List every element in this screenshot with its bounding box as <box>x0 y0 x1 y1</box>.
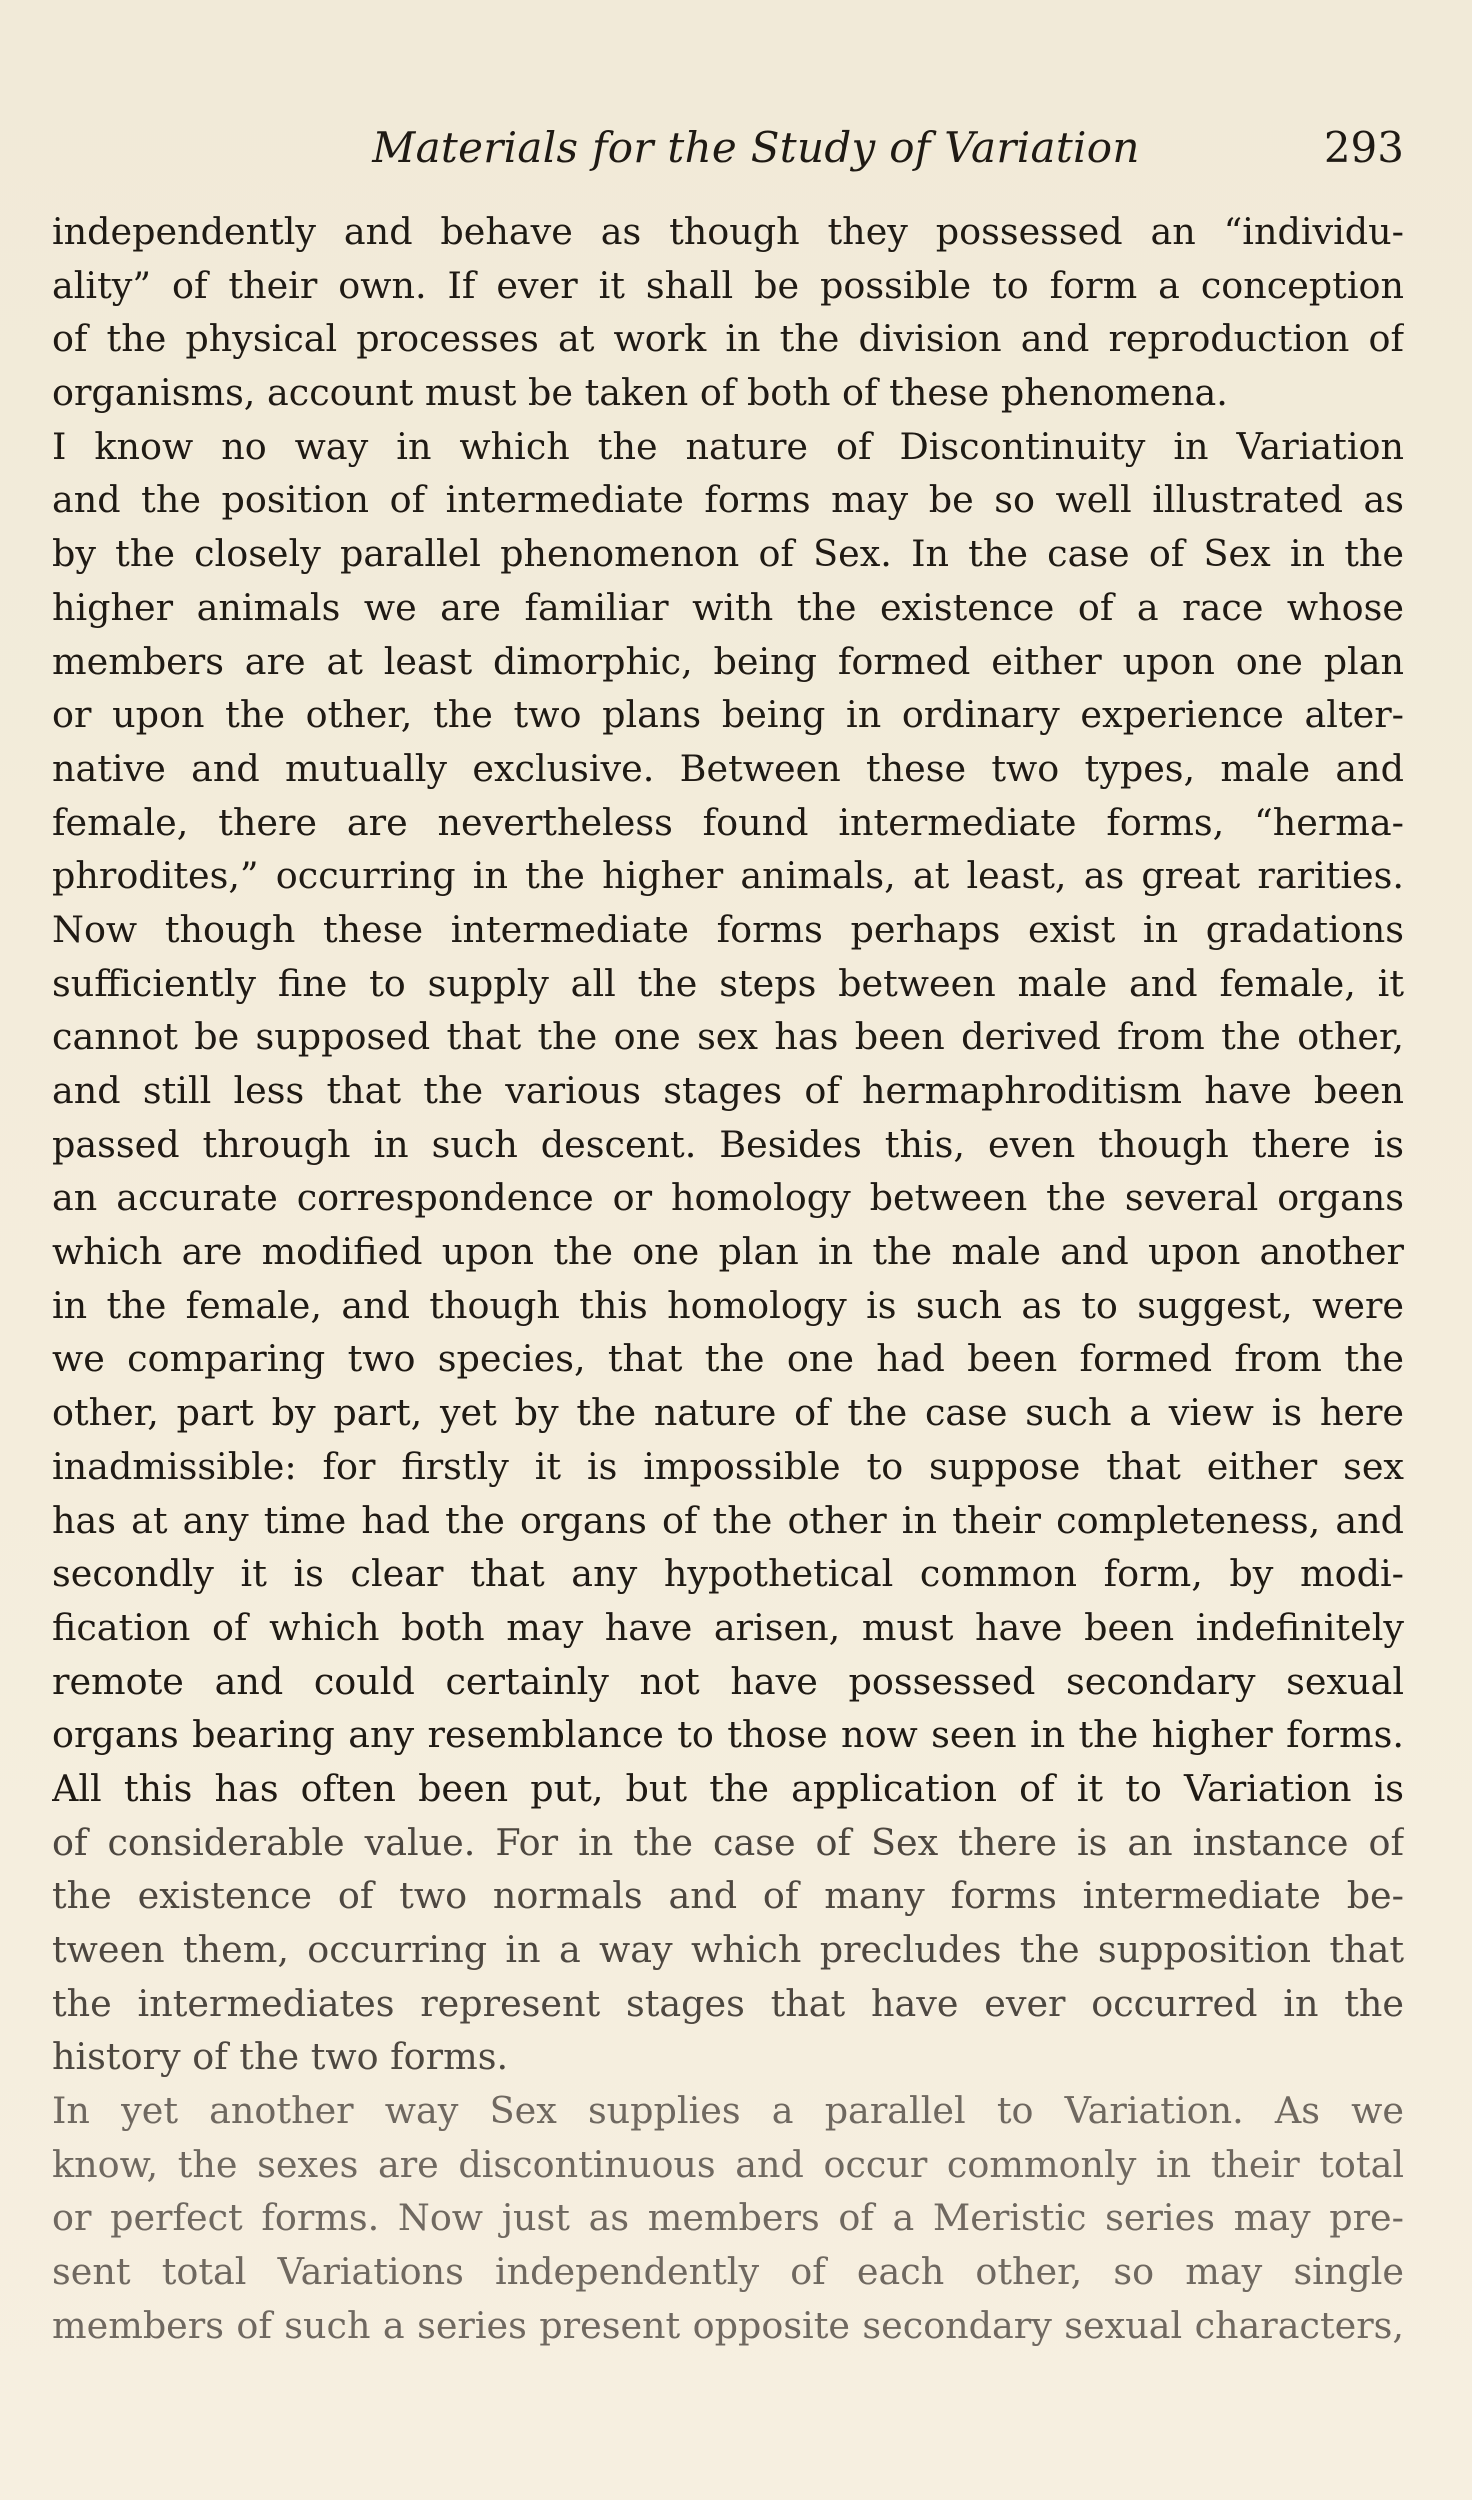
text-line: by the closely parallel phenomenon of Sex. In the case of Sex in the <box>52 532 1404 576</box>
text-line: we comparing two species, that the one had been formed from the <box>52 1337 1404 1381</box>
text-line: higher animals we are familiar with the existence of a race whose <box>52 585 1404 629</box>
text-line: ality” of their own. If ever it shall be possible to form a conception <box>52 263 1404 307</box>
text-line: Now though these intermediate forms perhaps exist in gradations <box>52 907 1404 951</box>
text-line: or perfect forms. Now just as members of a Meristic series may pre- <box>52 2196 1404 2240</box>
text-line: tween them, occurring in a way which precludes the supposition that <box>52 1928 1404 1971</box>
text-line: In yet another way Sex supplies a parallel to Variation. As we <box>52 2089 1404 2133</box>
text-line: sufficiently fine to supply all the steps between male and female, it <box>52 961 1404 1005</box>
text-line: and the position of intermediate forms may be so well illustrated as <box>52 478 1404 522</box>
text-line: organisms, account must be taken of both of these phenomena. <box>52 371 1228 415</box>
text-line: history of the two forms. <box>52 2035 509 2079</box>
text-line: organs bearing any resemblance to those now seen in the higher forms. <box>52 1713 1404 1757</box>
text-line: fication of which both may have arisen, must have been indefinitely <box>52 1605 1404 1649</box>
text-line: members of such a series present opposite secondary sexual characters, <box>52 2303 1404 2347</box>
text-line: members are at least dimorphic, being formed either upon one plan <box>52 639 1404 683</box>
text-line: other, part by part, yet by the nature of the case such a view is here <box>52 1391 1404 1435</box>
text-line: I know no way in which the nature of Discontinuity in Variation <box>52 424 1404 468</box>
text-line: know, the sexes are discontinuous and occur commonly in their total <box>52 2142 1404 2186</box>
text-line: an accurate correspondence or homology between the several organs <box>52 1176 1404 1220</box>
paragraph-2 <box>52 420 1404 2084</box>
text-line: remote and could certainly not have possessed secondary sexual <box>52 1659 1404 1703</box>
text-line: sent total Variations independently of each other, so may single <box>52 2250 1404 2294</box>
text-line: native and mutually exclusive. Between these two types, male and <box>52 746 1404 790</box>
text-line: secondly it is clear that any hypothetical common form, by modi- <box>52 1552 1404 1596</box>
text-line: the intermediates represent stages that have ever occurred in the <box>52 1981 1404 2025</box>
text-line: inadmissible: for firstly it is impossible to suppose that either sex <box>52 1444 1404 1488</box>
text-line: of the physical processes at work in the division and reproduction of <box>52 317 1404 361</box>
text-line: independently and behave as though they possessed an “individu- <box>52 210 1404 253</box>
text-line: in the female, and though this homology is such as to suggest, were <box>52 1283 1404 1327</box>
running-head <box>52 118 1404 178</box>
page-number: 293 <box>1323 123 1404 172</box>
text-line: All this has often been put, but the application of it to Variation is <box>52 1766 1404 1810</box>
text-line: which are modified upon the one plan in the male and upon another <box>52 1230 1404 1274</box>
text-line: female, there are nevertheless found intermediate forms, “herma- <box>52 800 1404 844</box>
text-line: and still less that the various stages of hermaphroditism have been <box>52 1069 1404 1112</box>
text-line: of considerable value. For in the case of Sex there is an instance of <box>52 1820 1404 1864</box>
text-line: cannot be supposed that the one sex has been derived from the other, <box>52 1015 1404 1059</box>
text-line: or upon the other, the two plans being in ordinary experience alter- <box>52 693 1404 737</box>
paragraph-3 <box>52 2084 1404 2352</box>
text-line: has at any time had the organs of the other in their completeness, and <box>52 1498 1404 1542</box>
text-line: passed through in such descent. Besides this, even though there is <box>52 1122 1404 1166</box>
running-title: Materials for the Study of Variation <box>372 123 1140 172</box>
text-line: the existence of two normals and of many forms intermediate be- <box>52 1874 1404 1918</box>
body-text <box>52 205 1404 2353</box>
paragraph-1 <box>52 205 1404 420</box>
text-line: phrodites,” occurring in the higher animals, at least, as great rarities. <box>52 854 1404 898</box>
